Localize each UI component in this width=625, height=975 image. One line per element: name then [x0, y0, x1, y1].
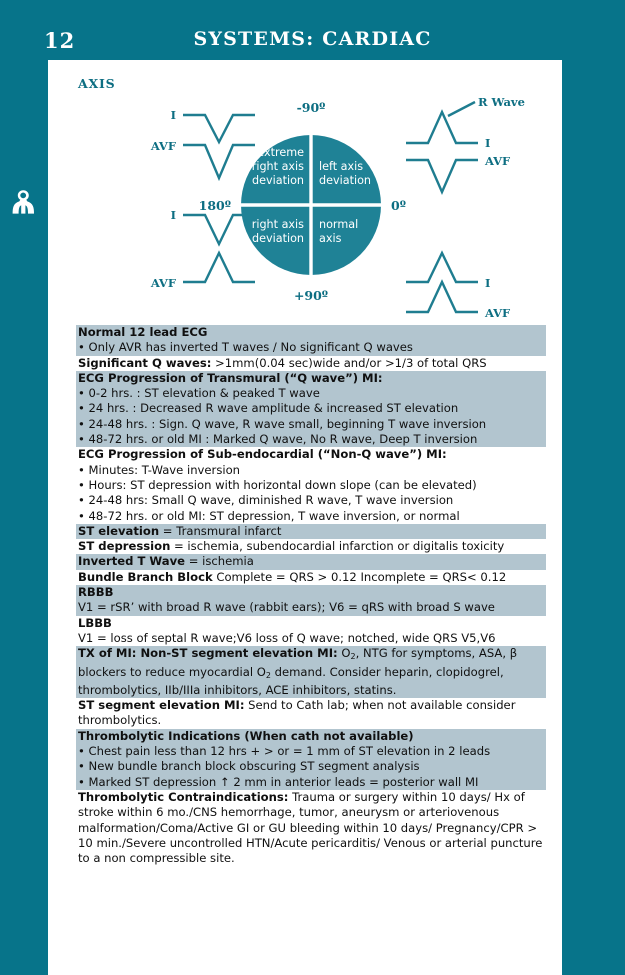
content-row: LBBB — [76, 616, 546, 631]
content-row: V1 = loss of septal R wave;V6 loss of Q wave; notched, wide QRS V5,V6 — [76, 631, 546, 646]
axis-diagram — [48, 60, 562, 323]
lead-label-tl-avf: AVF — [150, 139, 176, 153]
content-row: ECG Progression of Sub-endocardial (“Non-Q wave”) MI: — [76, 447, 546, 462]
section-tab[interactable] — [0, 60, 48, 243]
lead-label-tl-i: I — [170, 108, 176, 122]
content-row: Inverted T Wave = ischemia — [76, 554, 546, 569]
lead-label-tr-i: I — [485, 136, 491, 150]
content-row: • 0-2 hrs. : ST elevation & peaked T wave — [76, 386, 546, 401]
content-rows — [76, 325, 546, 866]
content-row: ST segment elevation MI: Send to Cath lab; when not available consider thrombolytics. — [76, 698, 546, 729]
content-row: • Chest pain less than 12 hrs + > or = 1 mm of ST elevation in 2 leads — [76, 744, 546, 759]
content-row: Significant Q waves: >1mm(0.04 sec)wide and/or >1/3 of total QRS — [76, 356, 546, 371]
quadrant-left-axis-l2: deviation — [319, 174, 371, 187]
content-row: • 24-48 hrs. : Sign. Q wave, R wave small, beginning T wave inversion — [76, 417, 546, 432]
content-row: ST elevation = Transmural infarct — [76, 524, 546, 539]
quadrant-extreme-right-l1: extreme — [257, 146, 304, 159]
content-row: • 48-72 hrs. or old MI: ST depression, T wave inversion, or normal — [76, 509, 546, 524]
axis-diagram-heading: AXIS — [78, 76, 116, 91]
content-row: • 24 hrs. : Decreased R wave amplitude & increased ST elevation — [76, 401, 546, 416]
quadrant-extreme-right-l2: right axis — [251, 160, 304, 173]
content-row: Bundle Branch Block Complete = QRS > 0.12 Incomplete = QRS< 0.12 — [76, 570, 546, 585]
content-row: • 48-72 hrs. or old MI : Marked Q wave, No R wave, Deep T inversion — [76, 432, 546, 447]
lead-label-br-avf: AVF — [485, 306, 511, 320]
content-row: Thrombolytic Contraindications: Trauma or surgery within 10 days/ Hx of stroke within 6 mo./CNS hemorrhage, tumor, aneurysm or arteriovenous malformation/Coma/Active GI or GU bleeding within 10 days/ Pregnancy/CPR > 10 min./Severe uncontrolled HTN/Acute pericarditis/ Venous or arterial puncture to a non compressible site. — [76, 790, 546, 866]
angle-top-label: -90º — [296, 100, 326, 115]
quadrant-extreme-right-l3: deviation — [252, 174, 304, 187]
content-row: ECG Progression of Transmural (“Q wave”) MI: — [76, 371, 546, 386]
angle-bottom-label: +90º — [293, 288, 329, 303]
lead-label-tr-avf: AVF — [485, 154, 511, 168]
content-row: • 24-48 hrs: Small Q wave, diminished R wave, T wave inversion — [76, 493, 546, 508]
content-row: TX of MI: Non-ST segment elevation MI: $O_2$, NTG for symptoms, ASA, β blockers to reduce myocardial $O_2$ demand. Consider heparin, clopidogrel, thrombolytics, IIb/IIIa inhibitors, ACE inhibitors, statins. — [76, 646, 546, 698]
quadrant-normal-axis-l1: normal — [319, 218, 359, 231]
page-number: 12 — [44, 28, 76, 53]
axis-diagram-graphic — [48, 60, 562, 323]
lead-label-br-i: I — [485, 276, 491, 290]
content-row: • New bundle branch block obscuring ST segment analysis — [76, 759, 546, 774]
page-title: SYSTEMS: CARDIAC — [193, 28, 432, 50]
lead-label-bl-i: I — [170, 208, 176, 222]
content-row: Normal 12 lead ECG — [76, 325, 546, 340]
content-row: V1 = rSR’ with broad R wave (rabbit ears); V6 = qRS with broad S wave — [76, 600, 546, 615]
lead-label-bl-avf: AVF — [150, 276, 176, 290]
angle-right-label: 0º — [391, 198, 406, 213]
r-wave-callout-label: R Wave — [478, 95, 525, 109]
quadrant-right-axis-l2: deviation — [252, 232, 304, 245]
content-row: RBBB — [76, 585, 546, 600]
content-row: • Marked ST depression ↑ 2 mm in anterior leads = posterior wall MI — [76, 775, 546, 790]
patient-torso-icon — [9, 188, 39, 222]
angle-left-label: 180º — [198, 198, 231, 213]
quadrant-right-axis-l1: right axis — [251, 218, 304, 231]
content-row: • Only AVR has inverted T waves / No significant Q waves — [76, 340, 546, 355]
quadrant-left-axis-l1: left axis — [319, 160, 364, 173]
content-row: • Hours: ST depression with horizontal down slope (can be elevated) — [76, 478, 546, 493]
quadrant-normal-axis-l2: axis — [319, 232, 342, 245]
content-row: Thrombolytic Indications (When cath not available) — [76, 729, 546, 744]
page-header — [0, 0, 625, 60]
content-row: ST depression = ischemia, subendocardial infarction or digitalis toxicity — [76, 539, 546, 554]
page-sheet — [48, 60, 562, 975]
content-row: • Minutes: T-Wave inversion — [76, 463, 546, 478]
